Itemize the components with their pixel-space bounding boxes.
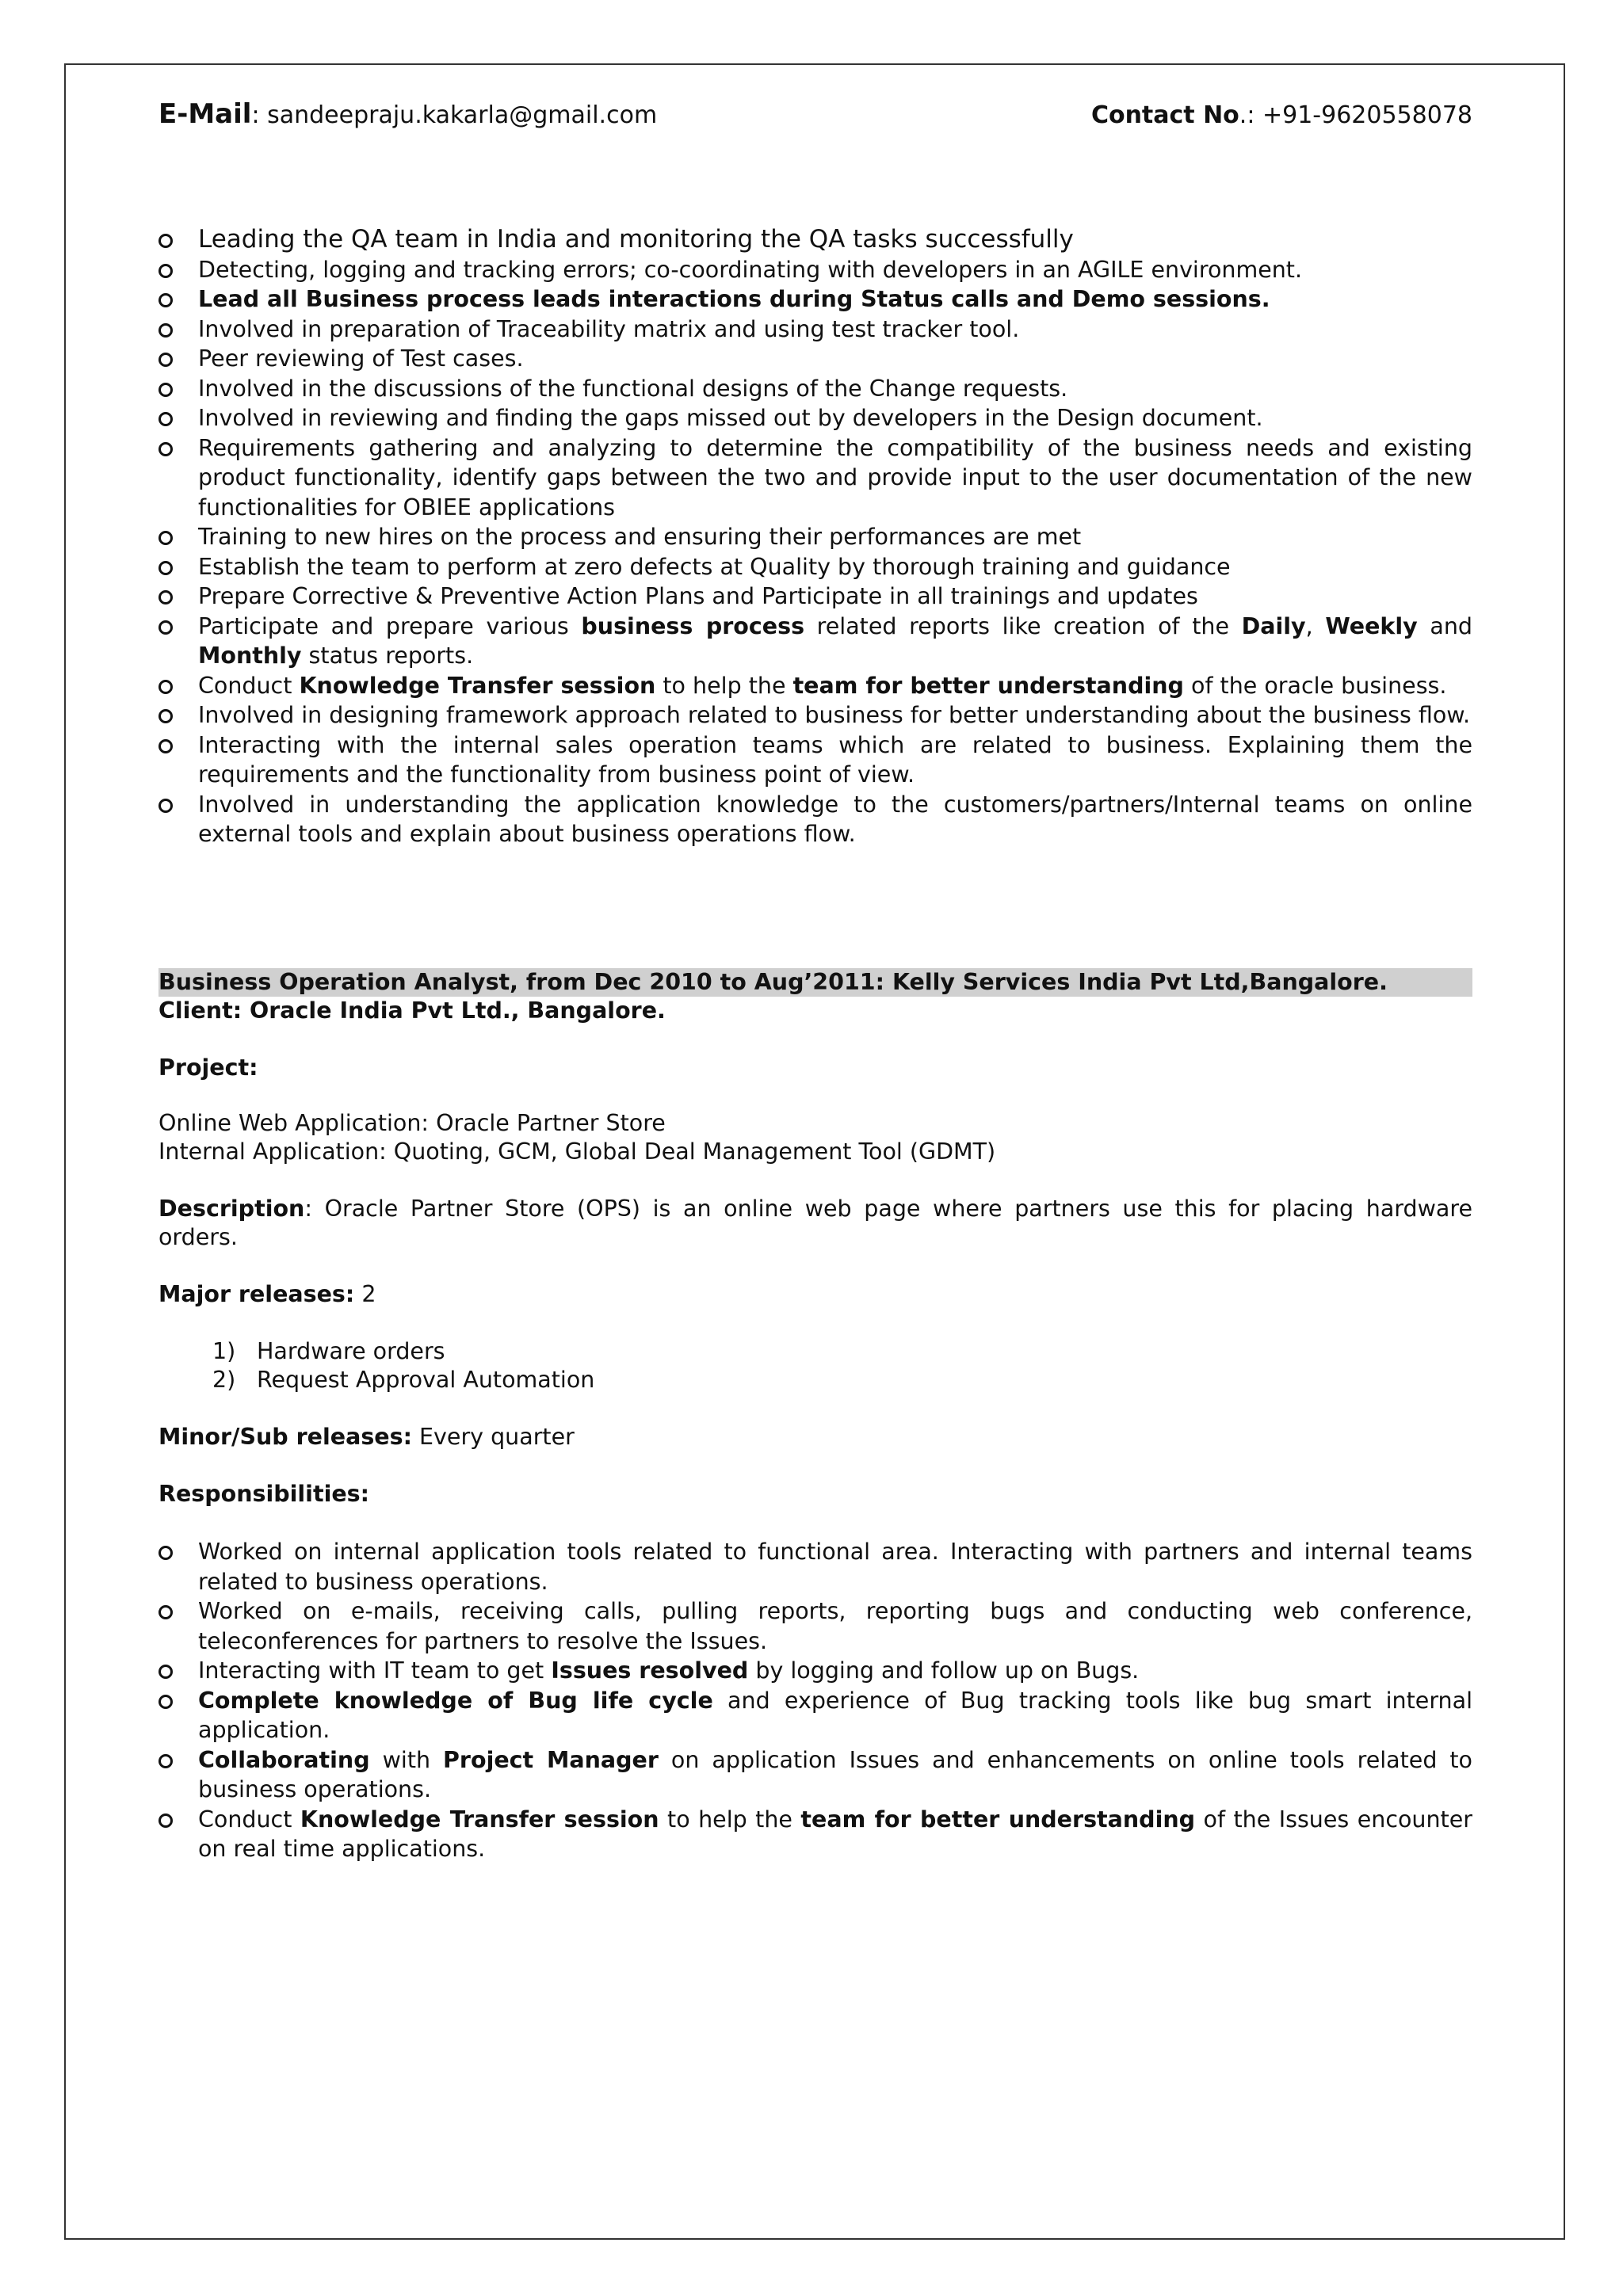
- contact-header: [158, 98, 1472, 138]
- description-text: : Oracle Partner Store (OPS) is an online web page where partners use this for placing hardware orders.: [158, 1196, 1472, 1250]
- bullet-icon: [158, 739, 173, 753]
- bullet-icon: [158, 264, 173, 278]
- bullet-icon: [158, 353, 173, 367]
- bullet-icon: [158, 293, 173, 307]
- bullet-icon: [158, 383, 173, 397]
- application-lines: [158, 1109, 995, 1166]
- qa-responsibilities-list: [158, 225, 1472, 849]
- list-item: Complete knowledge of Bug life cycle and experience of Bug tracking tools like bug smart internal application.: [158, 1686, 1472, 1745]
- list-item: Leading the QA team in India and monitoring the QA tasks successfully: [158, 225, 1472, 255]
- bullet-icon: [158, 561, 173, 575]
- bullet-icon: [158, 680, 173, 694]
- list-item: Worked on e-mails, receiving calls, pulling reports, reporting bugs and conducting web conference, teleconferences for partners to resolve the Issues.: [158, 1596, 1472, 1656]
- list-item: Involved in preparation of Traceability matrix and using test tracker tool.: [158, 315, 1472, 345]
- list-item: Conduct Knowledge Transfer session to help the team for better understanding of the Issues encounter on real time applications.: [158, 1805, 1472, 1864]
- list-item: Conduct Knowledge Transfer session to help the team for better understanding of the oracle business.: [158, 671, 1472, 701]
- contact-value: +91-9620558078: [1262, 101, 1472, 129]
- bullet-icon: [158, 531, 173, 545]
- list-item: Lead all Business process leads interactions during Status calls and Demo sessions.: [158, 284, 1472, 315]
- bullet-icon: [158, 1546, 173, 1560]
- description: [158, 1195, 1472, 1252]
- bullet-icon: [158, 1665, 173, 1679]
- list-item: Participate and prepare various business process related reports like creation of the Daily, Weekly and Monthly status reports.: [158, 612, 1472, 671]
- list-item: Interacting with IT team to get Issues resolved by logging and follow up on Bugs.: [158, 1656, 1472, 1686]
- list-item: Requirements gathering and analyzing to determine the compatibility of the business needs and existing product functionality, identify gaps between the two and provide input to the user documentation of the new functionalities for OBIEE applications: [158, 433, 1472, 523]
- app-line-internal: Internal Application: Quoting, GCM, Global Deal Management Tool (GDMT): [158, 1138, 996, 1165]
- list-item: 1) Hardware orders: [212, 1338, 445, 1364]
- list-item: Involved in designing framework approach related to business for better understanding about the business flow.: [158, 700, 1472, 730]
- list-item: Collaborating with Project Manager on application Issues and enhancements on online tools related to business operations.: [158, 1745, 1472, 1805]
- list-item: Worked on internal application tools related to functional area. Interacting with partners and internal teams related to business operations.: [158, 1537, 1472, 1596]
- list-item: Training to new hires on the process and ensuring their performances are met: [158, 522, 1472, 552]
- bullet-icon: [158, 1754, 173, 1768]
- client-line: Client: Oracle India Pvt Ltd., Bangalore.: [158, 997, 666, 1024]
- list-item: Involved in reviewing and finding the gaps missed out by developers in the Design document.: [158, 403, 1472, 433]
- bullet-icon: [158, 590, 173, 605]
- job-title: Business Operation Analyst, from Dec 2010 to Aug’2011: Kelly Services India Pvt Ltd,Bangalore.: [158, 968, 1472, 997]
- list-item: Peer reviewing of Test cases.: [158, 344, 1472, 374]
- bullet-icon: [158, 323, 173, 338]
- description-label: Description: [158, 1196, 305, 1222]
- email-value[interactable]: sandeepraju.kakarla@gmail.com: [267, 101, 658, 129]
- release-list: [212, 1337, 594, 1394]
- list-item: Prepare Corrective & Preventive Action Plans and Participate in all trainings and updates: [158, 582, 1472, 612]
- email-label: E-Mail: [158, 98, 252, 130]
- bullet-icon: [158, 620, 173, 635]
- minor-releases: Minor/Sub releases: Every quarter: [158, 1424, 575, 1450]
- app-line-online: Online Web Application: Oracle Partner Store: [158, 1110, 666, 1136]
- email-line: [158, 98, 657, 130]
- contact-line: [1091, 101, 1472, 129]
- bullet-icon: [158, 799, 173, 813]
- project-label: Project:: [158, 1055, 258, 1081]
- email-sep: :: [251, 101, 268, 129]
- bullet-icon: [158, 1695, 173, 1709]
- bullet-icon: [158, 234, 173, 248]
- job-responsibilities-list: [158, 1537, 1472, 1864]
- bullet-icon: [158, 1605, 173, 1619]
- bullet-icon: [158, 412, 173, 426]
- contact-sep: .:: [1239, 101, 1262, 129]
- list-item: Involved in the discussions of the functional designs of the Change requests.: [158, 374, 1472, 404]
- list-item: Interacting with the internal sales operation teams which are related to business. Explaining them the requirements and the functionality from business point of view.: [158, 730, 1472, 790]
- bullet-icon: [158, 1814, 173, 1828]
- major-releases: Major releases: 2: [158, 1281, 376, 1307]
- list-item: Involved in understanding the application knowledge to the customers/partners/Internal teams on online external tools and explain about business operations flow.: [158, 790, 1472, 849]
- responsibilities-label: Responsibilities:: [158, 1481, 370, 1507]
- list-item: Establish the team to perform at zero defects at Quality by thorough training and guidance: [158, 552, 1472, 582]
- contact-label: Contact No: [1090, 101, 1239, 129]
- list-item: 2) Request Approval Automation: [212, 1367, 595, 1393]
- bullet-icon: [158, 709, 173, 723]
- bullet-icon: [158, 442, 173, 456]
- list-item: Detecting, logging and tracking errors; co-coordinating with developers in an AGILE environment.: [158, 255, 1472, 285]
